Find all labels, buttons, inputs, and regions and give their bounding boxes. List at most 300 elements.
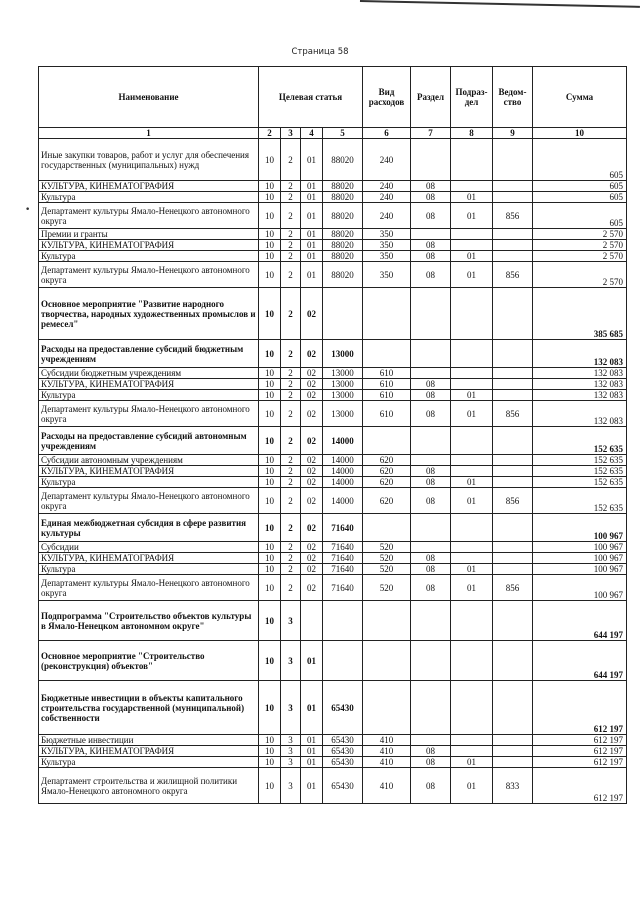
target-c4: 88020 (323, 139, 363, 181)
target-c2: 2 (281, 192, 301, 203)
header-target: Целевая статья (259, 67, 363, 128)
target-c1: 10 (259, 681, 281, 735)
row-name: Единая межбюджетная субсидия в сфере развития культуры (39, 514, 259, 542)
row-name: Культура (39, 251, 259, 262)
target-c3: 02 (301, 390, 323, 401)
kind-code: 610 (363, 401, 411, 427)
target-c4: 88020 (323, 229, 363, 240)
page-header: Страница 58 (291, 47, 349, 57)
subsection-code: 01 (451, 488, 493, 514)
table-row (39, 427, 627, 455)
target-c3: 02 (301, 564, 323, 575)
row-name: Бюджетные инвестиции (39, 735, 259, 746)
target-c1: 10 (259, 192, 281, 203)
header-dept: Ведом-ство (493, 67, 533, 128)
table-row (39, 229, 627, 240)
target-c2: 2 (281, 262, 301, 288)
row-name: Культура (39, 757, 259, 768)
target-c2: 2 (281, 340, 301, 368)
header-sum: Сумма (533, 67, 627, 128)
target-c4: 88020 (323, 262, 363, 288)
target-c1: 10 (259, 466, 281, 477)
row-sum: 612 197 (533, 746, 627, 757)
row-name: КУЛЬТУРА, КИНЕМАТОГРАФИЯ (39, 746, 259, 757)
table-row (39, 401, 627, 427)
table-row (39, 251, 627, 262)
target-c3: 02 (301, 379, 323, 390)
subsection-code: 01 (451, 564, 493, 575)
target-c2: 2 (281, 488, 301, 514)
kind-code: 410 (363, 735, 411, 746)
kind-code (363, 340, 411, 368)
table-row (39, 466, 627, 477)
target-c1: 10 (259, 368, 281, 379)
target-c1: 10 (259, 542, 281, 553)
subsection-code (451, 466, 493, 477)
target-c3: 02 (301, 514, 323, 542)
table-row (39, 240, 627, 251)
target-c2: 2 (281, 477, 301, 488)
table-row (39, 203, 627, 229)
target-c4: 65430 (323, 768, 363, 804)
kind-code (363, 601, 411, 641)
row-name: Основное мероприятие "Строительство (реконструкция) объектов" (39, 641, 259, 681)
dept-code (493, 192, 533, 203)
margin-mark: • (25, 205, 31, 215)
row-name: Департамент культуры Ямало-Ненецкого автономного округа (39, 575, 259, 601)
table-row (39, 181, 627, 192)
row-sum: 612 197 (533, 735, 627, 746)
dept-code (493, 564, 533, 575)
target-c1: 10 (259, 455, 281, 466)
target-c3: 01 (301, 229, 323, 240)
section-code (411, 601, 451, 641)
kind-code (363, 681, 411, 735)
kind-code: 350 (363, 240, 411, 251)
kind-code: 350 (363, 229, 411, 240)
dept-code (493, 340, 533, 368)
target-c1: 10 (259, 390, 281, 401)
section-code (411, 735, 451, 746)
dept-code (493, 641, 533, 681)
kind-code: 520 (363, 542, 411, 553)
target-c4: 14000 (323, 466, 363, 477)
kind-code: 620 (363, 455, 411, 466)
target-c2: 2 (281, 564, 301, 575)
target-c4: 71640 (323, 542, 363, 553)
subsection-code (451, 735, 493, 746)
kind-code: 520 (363, 564, 411, 575)
col-num: 10 (533, 128, 627, 139)
dept-code (493, 139, 533, 181)
target-c4: 88020 (323, 203, 363, 229)
target-c2: 3 (281, 735, 301, 746)
row-name: КУЛЬТУРА, КИНЕМАТОГРАФИЯ (39, 553, 259, 564)
subsection-code: 01 (451, 477, 493, 488)
target-c4: 71640 (323, 564, 363, 575)
target-c3: 01 (301, 681, 323, 735)
row-sum: 612 197 (533, 768, 627, 804)
subsection-code (451, 601, 493, 641)
subsection-code (451, 229, 493, 240)
row-sum: 132 083 (533, 340, 627, 368)
section-code: 08 (411, 240, 451, 251)
row-sum: 612 197 (533, 681, 627, 735)
table-row (39, 488, 627, 514)
col-num: 7 (411, 128, 451, 139)
row-name: КУЛЬТУРА, КИНЕМАТОГРАФИЯ (39, 240, 259, 251)
target-c1: 10 (259, 379, 281, 390)
row-name: Культура (39, 564, 259, 575)
subsection-code (451, 427, 493, 455)
table-row (39, 288, 627, 340)
target-c3: 02 (301, 401, 323, 427)
section-code: 08 (411, 768, 451, 804)
kind-code: 610 (363, 368, 411, 379)
table-row (39, 192, 627, 203)
kind-code: 410 (363, 757, 411, 768)
kind-code: 620 (363, 488, 411, 514)
row-name: Основное мероприятие "Развитие народного творчества, народных художественных промыслов и ремесел" (39, 288, 259, 340)
target-c2: 2 (281, 229, 301, 240)
section-code (411, 641, 451, 681)
row-name: Департамент культуры Ямало-Ненецкого автономного округа (39, 488, 259, 514)
kind-code: 350 (363, 262, 411, 288)
row-sum: 152 635 (533, 477, 627, 488)
dept-code (493, 379, 533, 390)
target-c3: 01 (301, 262, 323, 288)
kind-code (363, 427, 411, 455)
row-sum: 2 570 (533, 262, 627, 288)
subsection-code (451, 746, 493, 757)
row-name: Департамент культуры Ямало-Ненецкого автономного округа (39, 401, 259, 427)
target-c2: 2 (281, 181, 301, 192)
row-sum: 2 570 (533, 251, 627, 262)
table-row (39, 542, 627, 553)
target-c4: 71640 (323, 514, 363, 542)
dept-code: 856 (493, 401, 533, 427)
dept-code (493, 390, 533, 401)
target-c1: 10 (259, 564, 281, 575)
row-sum: 605 (533, 192, 627, 203)
section-code (411, 139, 451, 181)
target-c2: 2 (281, 455, 301, 466)
target-c1: 10 (259, 401, 281, 427)
row-sum: 100 967 (533, 575, 627, 601)
target-c3: 02 (301, 553, 323, 564)
table-row (39, 455, 627, 466)
kind-code: 240 (363, 181, 411, 192)
subsection-code (451, 340, 493, 368)
row-sum: 132 083 (533, 379, 627, 390)
section-code: 08 (411, 466, 451, 477)
target-c1: 10 (259, 181, 281, 192)
kind-code: 240 (363, 192, 411, 203)
dept-code (493, 477, 533, 488)
target-c1: 10 (259, 641, 281, 681)
section-code (411, 229, 451, 240)
row-name: Департамент культуры Ямало-Ненецкого автономного округа (39, 203, 259, 229)
target-c4: 88020 (323, 192, 363, 203)
section-code: 08 (411, 181, 451, 192)
target-c1: 10 (259, 203, 281, 229)
dept-code: 833 (493, 768, 533, 804)
col-num: 2 (259, 128, 281, 139)
target-c4: 14000 (323, 477, 363, 488)
target-c1: 10 (259, 735, 281, 746)
target-c4: 88020 (323, 181, 363, 192)
target-c1: 10 (259, 601, 281, 641)
target-c2: 2 (281, 575, 301, 601)
row-name: Департамент строительства и жилищной политики Ямало-Ненецкого автономного округа (39, 768, 259, 804)
row-name: Департамент культуры Ямало-Ненецкого автономного округа (39, 262, 259, 288)
target-c4: 13000 (323, 401, 363, 427)
dept-code (493, 757, 533, 768)
target-c4: 71640 (323, 575, 363, 601)
kind-code: 520 (363, 575, 411, 601)
scan-edge-line (360, 0, 640, 16)
kind-code: 350 (363, 251, 411, 262)
row-sum: 100 967 (533, 542, 627, 553)
section-code: 08 (411, 564, 451, 575)
target-c3: 01 (301, 251, 323, 262)
target-c2: 2 (281, 368, 301, 379)
target-c4 (323, 641, 363, 681)
row-name: Подпрограмма "Строительство объектов культуры в Ямало-Ненецком автономном округе" (39, 601, 259, 641)
target-c4: 13000 (323, 379, 363, 390)
target-c3: 01 (301, 746, 323, 757)
target-c2: 3 (281, 681, 301, 735)
target-c2: 2 (281, 251, 301, 262)
row-name: Субсидии бюджетным учреждениям (39, 368, 259, 379)
kind-code: 410 (363, 746, 411, 757)
row-name: Культура (39, 192, 259, 203)
target-c3: 01 (301, 240, 323, 251)
target-c4: 13000 (323, 368, 363, 379)
target-c3: 02 (301, 466, 323, 477)
section-code (411, 681, 451, 735)
target-c1: 10 (259, 477, 281, 488)
dept-code (493, 746, 533, 757)
target-c1: 10 (259, 262, 281, 288)
kind-code: 240 (363, 203, 411, 229)
target-c4: 14000 (323, 427, 363, 455)
row-name: Субсидии (39, 542, 259, 553)
kind-code (363, 288, 411, 340)
row-sum: 2 570 (533, 240, 627, 251)
subsection-code: 01 (451, 757, 493, 768)
target-c1: 10 (259, 139, 281, 181)
target-c2: 2 (281, 427, 301, 455)
subsection-code: 01 (451, 768, 493, 804)
target-c1: 10 (259, 340, 281, 368)
dept-code: 856 (493, 488, 533, 514)
dept-code (493, 681, 533, 735)
row-name: КУЛЬТУРА, КИНЕМАТОГРАФИЯ (39, 379, 259, 390)
kind-code (363, 641, 411, 681)
target-c1: 10 (259, 553, 281, 564)
target-c4: 13000 (323, 340, 363, 368)
target-c2: 2 (281, 542, 301, 553)
section-code: 08 (411, 401, 451, 427)
target-c2: 2 (281, 390, 301, 401)
target-c2: 2 (281, 514, 301, 542)
section-code: 08 (411, 746, 451, 757)
target-c3: 02 (301, 288, 323, 340)
table-row (39, 368, 627, 379)
table-row (39, 575, 627, 601)
section-code (411, 368, 451, 379)
table-header-row (39, 67, 627, 128)
col-num: 3 (281, 128, 301, 139)
subsection-code: 01 (451, 251, 493, 262)
target-c4 (323, 288, 363, 340)
kind-code: 610 (363, 390, 411, 401)
row-sum: 152 635 (533, 427, 627, 455)
target-c1: 10 (259, 427, 281, 455)
row-sum: 132 083 (533, 368, 627, 379)
subsection-code: 01 (451, 192, 493, 203)
row-name: Расходы на предоставление субсидий автономным учреждениям (39, 427, 259, 455)
section-code (411, 427, 451, 455)
section-code: 08 (411, 575, 451, 601)
target-c4: 14000 (323, 488, 363, 514)
subsection-code: 01 (451, 401, 493, 427)
column-number-row (39, 128, 627, 139)
target-c3: 01 (301, 181, 323, 192)
header-name: Наименование (39, 67, 259, 128)
kind-code: 620 (363, 466, 411, 477)
section-code (411, 288, 451, 340)
target-c3: 01 (301, 192, 323, 203)
target-c2: 3 (281, 768, 301, 804)
subsection-code: 01 (451, 203, 493, 229)
target-c2: 3 (281, 641, 301, 681)
section-code: 08 (411, 251, 451, 262)
dept-code (493, 466, 533, 477)
target-c2: 2 (281, 139, 301, 181)
target-c1: 10 (259, 229, 281, 240)
header-kind: Вид расходов (363, 67, 411, 128)
target-c3: 02 (301, 488, 323, 514)
target-c4: 88020 (323, 251, 363, 262)
section-code (411, 340, 451, 368)
target-c1: 10 (259, 240, 281, 251)
section-code: 08 (411, 203, 451, 229)
header-section: Раздел (411, 67, 451, 128)
table-row (39, 681, 627, 735)
row-name: Расходы на предоставление субсидий бюджетным учреждениям (39, 340, 259, 368)
target-c2: 2 (281, 203, 301, 229)
kind-code (363, 514, 411, 542)
subsection-code (451, 368, 493, 379)
subsection-code (451, 181, 493, 192)
kind-code: 610 (363, 379, 411, 390)
budget-table (38, 66, 627, 804)
subsection-code (451, 641, 493, 681)
target-c2: 3 (281, 746, 301, 757)
target-c4 (323, 601, 363, 641)
target-c3: 01 (301, 735, 323, 746)
row-sum: 100 967 (533, 553, 627, 564)
dept-code (493, 251, 533, 262)
target-c1: 10 (259, 488, 281, 514)
subsection-code (451, 553, 493, 564)
section-code (411, 455, 451, 466)
row-sum: 152 635 (533, 488, 627, 514)
table-row (39, 746, 627, 757)
subsection-code (451, 455, 493, 466)
target-c4: 14000 (323, 455, 363, 466)
table-row (39, 735, 627, 746)
row-sum: 644 197 (533, 641, 627, 681)
subsection-code (451, 240, 493, 251)
target-c2: 2 (281, 401, 301, 427)
header-subsection: Подраз-дел (451, 67, 493, 128)
row-name: Иные закупки товаров, работ и услуг для обеспечения государственных (муниципальных) нужд (39, 139, 259, 181)
target-c1: 10 (259, 757, 281, 768)
table-row (39, 390, 627, 401)
kind-code: 520 (363, 553, 411, 564)
target-c3: 02 (301, 368, 323, 379)
target-c2: 2 (281, 379, 301, 390)
dept-code: 856 (493, 203, 533, 229)
target-c3: 02 (301, 575, 323, 601)
target-c1: 10 (259, 514, 281, 542)
kind-code: 410 (363, 768, 411, 804)
target-c3: 02 (301, 340, 323, 368)
row-name: КУЛЬТУРА, КИНЕМАТОГРАФИЯ (39, 466, 259, 477)
subsection-code (451, 542, 493, 553)
row-sum: 605 (533, 139, 627, 181)
row-sum: 100 967 (533, 514, 627, 542)
target-c3: 02 (301, 455, 323, 466)
dept-code (493, 601, 533, 641)
section-code: 08 (411, 477, 451, 488)
subsection-code: 01 (451, 390, 493, 401)
section-code: 08 (411, 262, 451, 288)
dept-code (493, 181, 533, 192)
row-sum: 132 083 (533, 401, 627, 427)
table-row (39, 139, 627, 181)
table-row (39, 768, 627, 804)
table-row (39, 340, 627, 368)
row-sum: 152 635 (533, 466, 627, 477)
subsection-code (451, 514, 493, 542)
row-sum: 100 967 (533, 564, 627, 575)
kind-code: 240 (363, 139, 411, 181)
col-num: 5 (323, 128, 363, 139)
row-sum: 152 635 (533, 455, 627, 466)
target-c2: 2 (281, 466, 301, 477)
dept-code (493, 427, 533, 455)
dept-code: 856 (493, 262, 533, 288)
target-c1: 10 (259, 251, 281, 262)
subsection-code: 01 (451, 575, 493, 601)
section-code: 08 (411, 192, 451, 203)
col-num: 4 (301, 128, 323, 139)
row-name: Бюджетные инвестиции в объекты капитального строительства государственной (муниципальной) собственности (39, 681, 259, 735)
target-c3: 02 (301, 477, 323, 488)
table-row (39, 262, 627, 288)
target-c4: 65430 (323, 746, 363, 757)
dept-code (493, 368, 533, 379)
subsection-code (451, 288, 493, 340)
subsection-code (451, 681, 493, 735)
target-c3: 01 (301, 757, 323, 768)
row-sum: 612 197 (533, 757, 627, 768)
target-c1: 10 (259, 288, 281, 340)
